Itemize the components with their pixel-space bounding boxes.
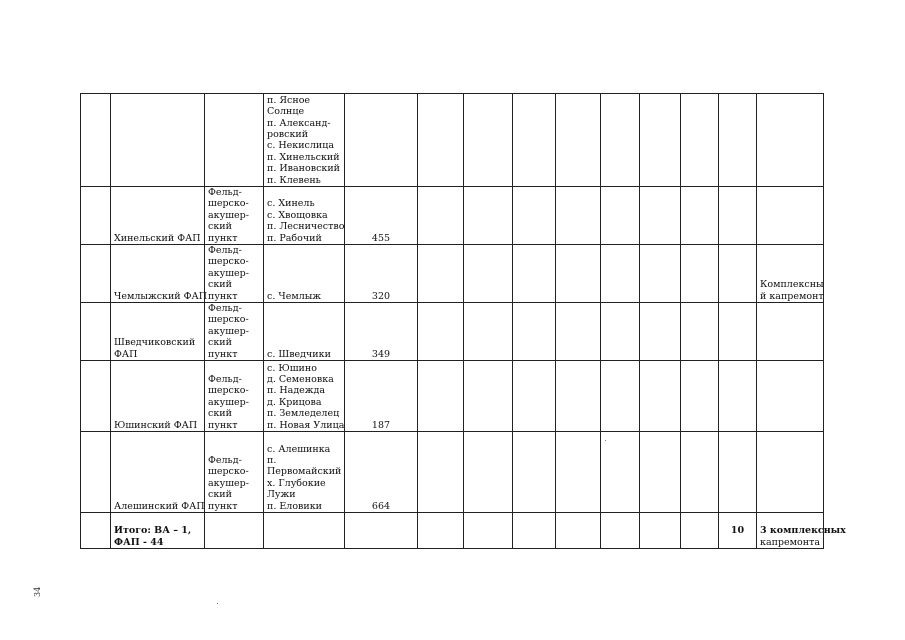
total-label: Итого: ВА – 1, ФАП - 44: [111, 513, 205, 549]
table-row: [81, 432, 824, 513]
table-row: [81, 245, 824, 303]
settlements-cell: с. Алешинка п. Первомайский х. Глубокие Лужи п. Еловики: [264, 432, 345, 513]
total-row: [81, 513, 824, 549]
settlements-cell: с. Чемлыж: [264, 245, 345, 303]
settlements-cell: с. Шведчики: [264, 303, 345, 361]
facility-type: [205, 94, 264, 187]
population-cell: 664: [345, 432, 418, 513]
population-cell: [345, 94, 418, 187]
facilities-table: [80, 93, 846, 549]
settlements-cell: с. Хинель с. Хвощовка п. Лесничество п. Рабочий: [264, 187, 345, 245]
facility-type: Фельд- шерско- акушер- ский пункт: [205, 432, 264, 513]
population-cell: 349: [345, 303, 418, 361]
table-row: [81, 94, 824, 187]
table-row: [81, 361, 824, 432]
facility-type: Фельд- шерско- акушер- ский пункт: [205, 303, 264, 361]
facility-name: Алешинский ФАП: [111, 432, 205, 513]
facility-type: Фельд- шерско- акушер- ский пункт: [205, 361, 264, 432]
settlements-cell: с. Юшино д. Семеновка п. Надежда д. Крицова п. Земледелец п. Новая Улица: [264, 361, 345, 432]
total-note: 3 комплексных капремонта: [757, 513, 824, 549]
population-cell: 320: [345, 245, 418, 303]
scan-speck: [217, 603, 218, 604]
settlements-cell: п. Ясное Солнце п. Александ- ровский с. Некислица п. Хинельский п. Ивановский п. Клевень: [264, 94, 345, 187]
facility-name: [111, 94, 205, 187]
facility-name: Хинельский ФАП: [111, 187, 205, 245]
total-count: 10: [719, 513, 757, 549]
population-cell: 187: [345, 361, 418, 432]
population-cell: 455: [345, 187, 418, 245]
facility-type: Фельд- шерско- акушер- ский пункт: [205, 245, 264, 303]
facility-name: Юшинский ФАП: [111, 361, 205, 432]
note-cell: Комплексны й капремонт: [757, 245, 824, 303]
facility-name: Чемлыжский ФАП: [111, 245, 205, 303]
table-row: [81, 303, 824, 361]
scan-speck: [605, 440, 606, 441]
facility-name: Шведчиковский ФАП: [111, 303, 205, 361]
page-number: 34: [33, 586, 42, 597]
facility-type: Фельд- шерско- акушер- ский пункт: [205, 187, 264, 245]
table-row: [81, 187, 824, 245]
